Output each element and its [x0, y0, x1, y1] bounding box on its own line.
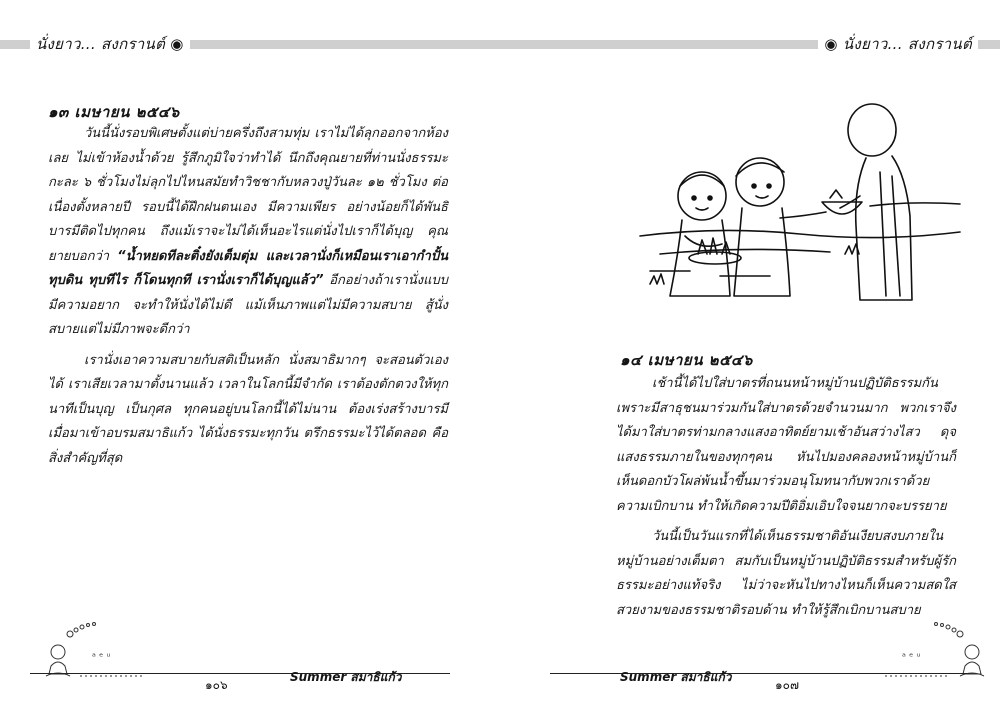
meditating-child-doodle-icon — [40, 620, 150, 690]
running-head: นั่งยาว... สงกรานต์ ◉ — [30, 33, 190, 55]
date-heading: ๑๔ เมษายน ๒๕๔๖ — [620, 351, 753, 369]
paragraph: วันนี้เป็นวันแรกที่ได้เห็นธรรมชาติอันเงียบสงบภายในหมู่บ้านอย่างเต็มตา สมกับเป็นหมู่บ้านปฏิบัติธรรมสำหรับผู้รักธรรมะอย่างแท้จริง ไม่ว่าจะหันไปทางไหนก็เห็นความสดใสสวยงามของธรรมชาติรอบด้าน ทำให้รู้สึกเบิกบานสบาย — [616, 529, 956, 618]
date-heading: ๑๓ เมษายน ๒๕๔๖ — [48, 103, 180, 121]
book-title: Summer สมาธิแก้ว — [620, 670, 732, 684]
meditating-child-doodle-icon — [880, 620, 990, 690]
running-head: ◉ นั่งยาว... สงกรานต์ — [818, 33, 978, 55]
alms-offering-illustration-icon — [630, 86, 970, 316]
footer-rule — [550, 673, 970, 674]
svg-text:ᵃ ᵉ ᵘ: ᵃ ᵉ ᵘ — [902, 652, 921, 663]
right-page — [500, 0, 1000, 707]
paragraph: เรานั่งเอาความสบายกับสติเป็นหลัก นั่งสมาธิมากๆ จะสอนตัวเองได้ เราเสียเวลามาตั้งนานแล้ว เวลาในโลกนี้มีจำกัด เราต้องตักตวงให้ทุกนาทีเป็นบุญ เป็นกุศล ทุกคนอยู่บนโลกนี้ได้ไม่นาน ต้องเร่งสร้างบารมี เมื่อมาเข้าอบรมสมาธิแก้ว ได้นั่งธรรมะทุกวัน ตรึกธรรมะไว้ได้ตลอด คือสิ่งสำคัญที่สุด — [48, 352, 448, 466]
page-number: ๑๐๖ — [205, 678, 228, 692]
quote-text: “น้ำหยดทีละติ๋งยังเต็มตุ่ม และเวลานั่งก็เหมือนเราเอากำปั้นทุบดิน ทุบทีไร ก็โดนทุกที เรานั่งเราก็ได้บุญแล้ว” — [48, 248, 448, 288]
book-title: Summer สมาธิแก้ว — [290, 670, 402, 684]
body-text — [48, 122, 448, 477]
svg-text:ᵃ ᵉ ᵘ: ᵃ ᵉ ᵘ — [92, 652, 111, 663]
body-text — [616, 372, 956, 629]
paragraph — [48, 122, 448, 343]
paragraph-text: วันนี้นั่งรอบพิเศษตั้งแต่บ่ายครึ่งถึงสามทุ่ม เราไม่ได้ลุกออกจากห้องเลย ไม่เข้าห้องน้ำด้วย รู้สึกภูมิใจว่าทำได้ นึกถึงคุณยายที่ท่านนั่งธรรมะกะละ ๖ ชั่วโมงไม่ลุกไปไหนสมัยทำวิชชากับหลวงปู่วันละ ๑๒ ชั่วโมง ต่อเนื่องตั้งหลายปี รอบนี้ได้ฝึกฝนตนเอง มีความเพียร อย่างน้อยก็ได้พันธิบารมีติดไปทุกคน ถึงแม้เราจะไม่ได้เห็นอะไรแต่นั่งไปเราก็ได้บุญ คุณยายบอกว่า — [48, 126, 448, 264]
paragraph-text: อีกอย่างถ้าเรานั่งแบบมีความอยาก จะทำให้นั่งได้ไม่ดี แม้เห็นภาพแต่ไม่มีความสบาย สู้นั่งสบายแต่ไม่มีภาพจะดีกว่า — [48, 273, 448, 337]
paragraph: เช้านี้ได้ไปใส่บาตรที่ถนนหน้าหมู่บ้านปฏิบัติธรรมกันเพราะมีสาธุชนมาร่วมกันใส่บาตรด้วยจำนวนมาก พวกเราจึงได้มาใส่บาตรท่ามกลางแสงอาทิตย์ยามเช้าอันสว่างไสว ดุจแสงธรรมภายในของทุกๆคน หันไปมองคลองหน้าหมู่บ้านก็เห็นดอกบัวโผล่พ้นน้ำขึ้นมาร่วมอนุโมทนากับพวกเราด้วยความเบิกบาน ทำให้เกิดความปีติอิ่มเอิบใจจนยากจะบรรยาย — [616, 376, 956, 514]
page-number: ๑๐๗ — [775, 678, 799, 692]
